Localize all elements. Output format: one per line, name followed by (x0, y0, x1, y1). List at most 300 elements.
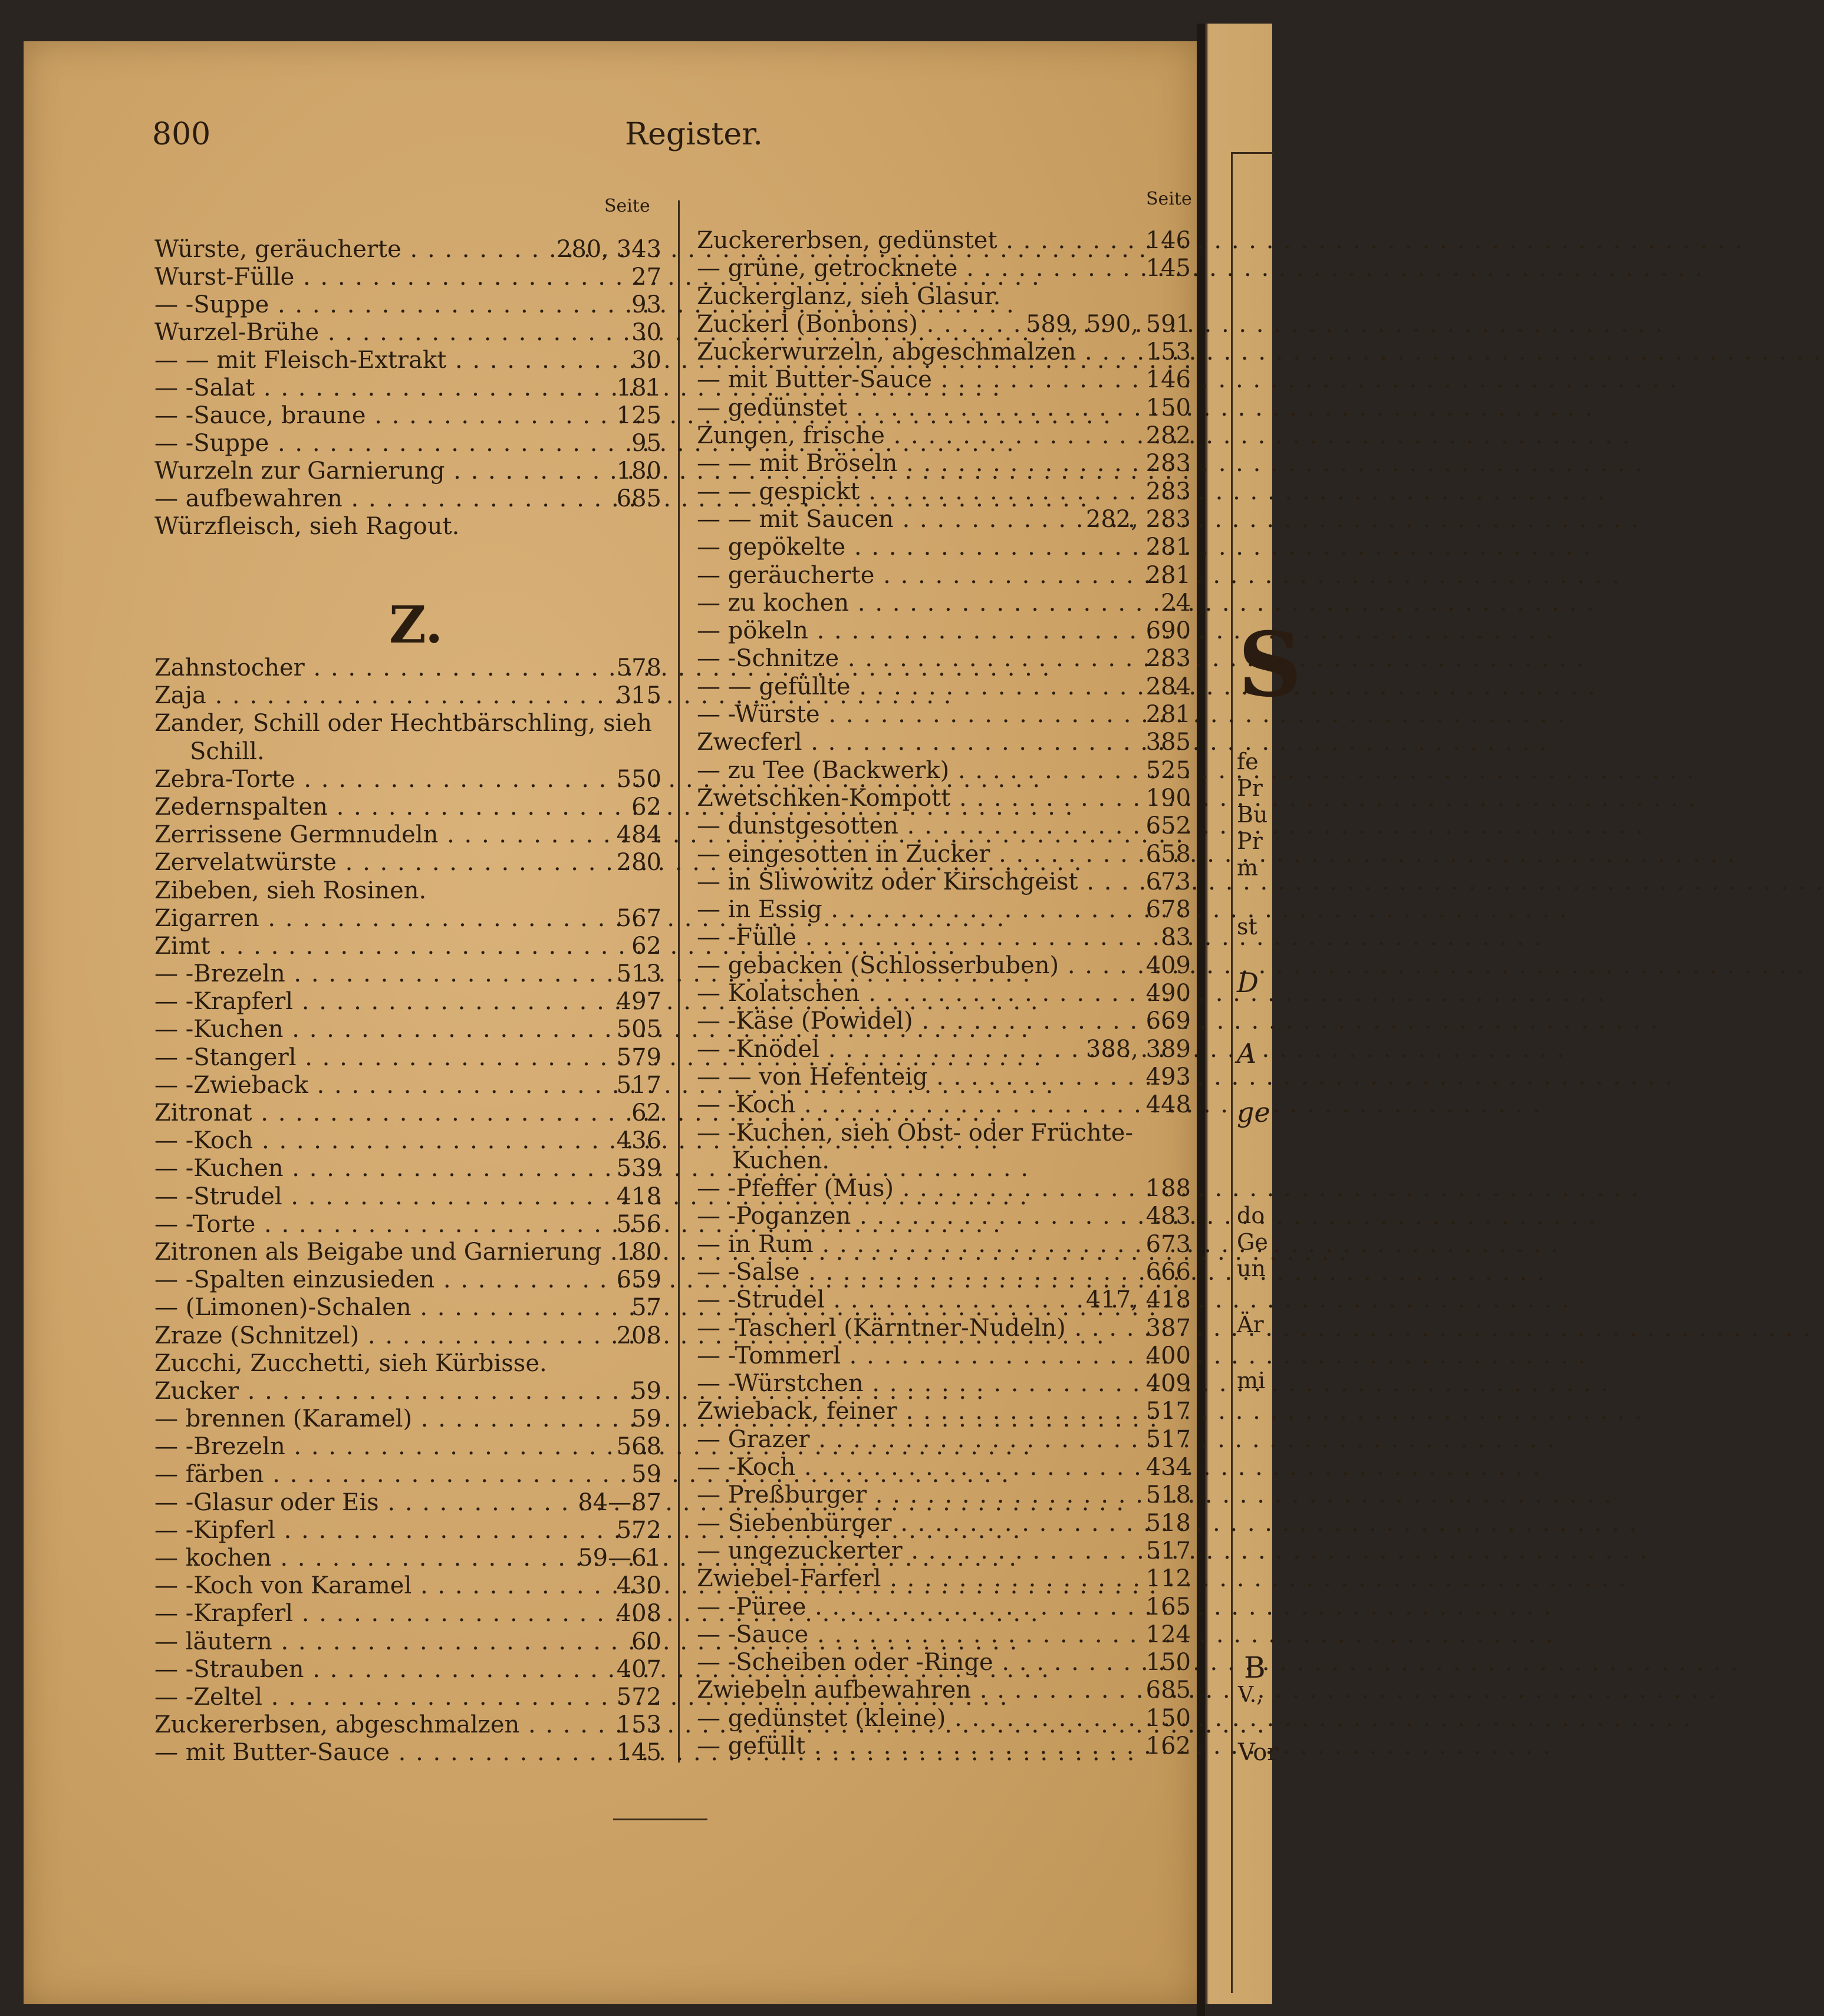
index-entry (154, 766, 661, 793)
entry-term: Zervelatwürste . . . (154, 849, 613, 877)
entry-term: — -Würstchen . . . (697, 1370, 1143, 1398)
index-entry (154, 1739, 661, 1767)
entry-pages: 578 (616, 654, 661, 681)
entry-term: Zitronen als Beigabe und Garnierung . . . (154, 1238, 613, 1266)
entry-term: — -Brezeln . . . (154, 960, 613, 988)
entry-term: — -Brezeln . . . (154, 1433, 613, 1461)
entry-term: — -Koch . . . (697, 1091, 1143, 1119)
entry-pages: 387 (1145, 1314, 1191, 1342)
entry-pages: 280, 343 (556, 236, 661, 263)
adjacent-page-fragment: V., (1238, 1683, 1263, 1707)
entry-pages: 517 (1145, 1398, 1191, 1425)
entry-pages: 153 (1145, 338, 1191, 366)
entry-pages: 430 (616, 1572, 661, 1600)
index-entry (154, 654, 661, 682)
adjacent-page-fragment: B (1244, 1651, 1266, 1685)
entry-term: — -Koch . . . (697, 1454, 1143, 1481)
entry-term: — gebacken (Schlosserbuben) . . . (697, 952, 1143, 980)
index-entry (154, 319, 661, 347)
entry-pages: 572 (616, 1683, 661, 1711)
index-entry (697, 924, 1191, 951)
index-entry (697, 1259, 1191, 1286)
index-entry (154, 1433, 661, 1461)
entry-term: Kuchen. (732, 1147, 830, 1174)
entry-pages: 407 (616, 1655, 661, 1683)
index-entry (154, 1656, 661, 1684)
index-entry (154, 933, 661, 960)
entry-term: Schill. (190, 737, 265, 765)
entry-pages: 284 (1145, 673, 1191, 700)
index-entry (154, 1572, 661, 1600)
entry-term: — -Zeltel . . . (154, 1684, 613, 1711)
adjacent-page-fragment: Vor (1238, 1739, 1279, 1766)
index-entry (154, 1628, 661, 1656)
index-entry (697, 701, 1191, 729)
entry-term: — eingesotten in Zucker . . . (697, 841, 1143, 868)
entry-term: — zu Tee (Backwerk) . . . (697, 757, 1143, 785)
index-entry (697, 1203, 1191, 1230)
entry-term: Würste, geräucherte . . . (154, 236, 548, 263)
entry-term: — in Rum . . . (697, 1231, 1143, 1259)
index-entry (697, 533, 1191, 561)
entry-term: — -Tommerl . . . (697, 1342, 1143, 1370)
adjacent-page-fragment: A (1237, 1037, 1257, 1069)
entry-term: Wurzeln zur Garnierung . . . (154, 457, 613, 485)
entry-term: Zuckerwurzeln, abgeschmalzen . . . (697, 338, 1143, 366)
entry-pages: 93 (631, 291, 661, 318)
index-entry (697, 283, 1191, 311)
entry-term: — -Schnitze . . . (697, 645, 1143, 673)
index-entry (154, 263, 661, 291)
entry-pages: 669 (1145, 1007, 1191, 1035)
entry-pages: 181 (616, 374, 661, 401)
entry-pages: 525 (1145, 756, 1191, 784)
entry-term: — -Poganzen . . . (697, 1203, 1143, 1230)
index-entry (154, 960, 661, 988)
entry-pages: 95 (631, 430, 661, 457)
index-entry (154, 374, 661, 402)
entry-pages: 83 (1161, 924, 1191, 951)
entry-pages: 190 (1145, 784, 1191, 812)
index-entry (697, 673, 1191, 701)
index-entry (697, 1426, 1191, 1454)
entry-term: — -Sauce . . . (697, 1621, 1143, 1649)
entry-pages: 556 (616, 1210, 661, 1238)
index-entry (697, 785, 1191, 812)
entry-term: — -Koch von Karamel . . . (154, 1572, 613, 1600)
entry-term: Wurzel-Brühe . . . (154, 319, 626, 347)
entry-pages: 652 (1145, 812, 1191, 840)
entry-term: — -Pfeffer (Mus) . . . (697, 1175, 1143, 1203)
entry-pages: 124 (1145, 1620, 1191, 1648)
entry-term: Zuckererbsen, abgeschmalzen . . . (154, 1711, 613, 1739)
index-entry (697, 227, 1191, 255)
index-entry (154, 1405, 661, 1433)
entry-pages: 283 (1145, 645, 1191, 673)
entry-pages: 659 (616, 1266, 661, 1294)
entry-term: — -Tascherl (Kärntner-Nudeln) . . . (697, 1315, 1143, 1342)
entry-term: Zibeben, sieh Rosinen. (154, 877, 427, 904)
entry-pages: 572 (616, 1516, 661, 1544)
entry-term: Zuckerl (Bonbons) . . . (697, 311, 1013, 338)
entry-pages: 59—61 (578, 1544, 661, 1572)
entry-term: — färben . . . (154, 1461, 626, 1488)
entry-term: — mit Butter-Sauce . . . (154, 1739, 613, 1767)
page-number: 800 (152, 117, 211, 152)
entry-term: Zwiebeln aufbewahren . . . (697, 1676, 1143, 1704)
index-entry (154, 710, 661, 737)
entry-term: — -Püree . . . (697, 1593, 1143, 1621)
entry-term: Zucchi, Zucchetti, sieh Kürbisse. (154, 1349, 547, 1377)
index-entry (697, 366, 1191, 394)
entry-term: — -Torte . . . (154, 1211, 613, 1238)
entry-pages: 145 (616, 1739, 661, 1767)
entry-term: — Kolatschen . . . (697, 980, 1143, 1007)
entry-pages: 280 (616, 849, 661, 877)
entry-pages: 315 (616, 682, 661, 710)
entry-term: Zerrissene Germnudeln . . . (154, 821, 613, 849)
entry-pages: 418 (616, 1182, 661, 1210)
letter-heading: Z. (389, 595, 443, 655)
entry-term: — -Sauce, braune . . . (154, 402, 613, 430)
entry-term: — in Essig . . . (697, 896, 1143, 924)
entry-term: — -Glasur oder Eis . . . (154, 1489, 587, 1517)
index-entry (154, 291, 661, 319)
entry-term: Zwieback, feiner . . . (697, 1398, 1143, 1425)
index-entry (697, 645, 1191, 673)
column-label-left: Seite (604, 196, 650, 216)
index-entry (697, 952, 1191, 980)
index-entry (697, 757, 1191, 785)
index-entry (697, 1705, 1191, 1732)
entry-pages: 188 (1145, 1175, 1191, 1203)
entry-pages: 517 (1145, 1425, 1191, 1453)
index-entry (697, 1091, 1191, 1119)
entry-term: Zigarren . . . (154, 905, 613, 933)
entry-pages: 685 (616, 485, 661, 512)
entry-term: — gepökelte . . . (697, 533, 1143, 561)
index-entry (154, 1544, 661, 1572)
index-entry (154, 1461, 661, 1488)
index-entry (697, 450, 1191, 477)
entry-pages: 409 (1145, 1370, 1191, 1398)
entry-term: — in Sliwowitz oder Kirschgeist . . . (697, 868, 1143, 896)
index-entry (154, 347, 661, 374)
entry-pages: 579 (616, 1043, 661, 1071)
index-entry (154, 905, 661, 933)
entry-term: — mit Butter-Sauce . . . (697, 366, 1143, 394)
entry-pages: 145 (1145, 255, 1191, 282)
running-head: Register. (625, 117, 763, 152)
entry-term: Zebra-Torte . . . (154, 766, 613, 793)
entry-pages: 685 (1145, 1676, 1191, 1704)
entry-term: — geräucherte . . . (697, 562, 1143, 589)
index-entry (697, 1510, 1191, 1537)
entry-term: Zahnstocher . . . (154, 654, 613, 682)
entry-pages: 550 (616, 765, 661, 793)
index-entry (697, 1676, 1191, 1704)
entry-term: Zimt . . . (154, 933, 626, 960)
entry-term: — -Krapferl . . . (154, 988, 613, 1016)
index-entry (697, 841, 1191, 868)
entry-term: Zraze (Schnitzel) . . . (154, 1322, 613, 1350)
entry-term: — -Scheiben oder -Ringe . . . (697, 1649, 1143, 1676)
index-entry (697, 1565, 1191, 1593)
adjacent-page-fragment: Ge (1237, 1229, 1268, 1255)
adjacent-page-fragment: Pr (1237, 775, 1263, 801)
entry-pages: 282 (1145, 422, 1191, 450)
adjacent-page-fragment: ge (1237, 1096, 1270, 1128)
entry-term: — läutern . . . (154, 1628, 626, 1656)
entry-pages: 60 (631, 1628, 661, 1655)
index-entry (697, 1537, 1191, 1565)
entry-term: — Preßburger . . . (697, 1481, 1143, 1509)
footer-rule (613, 1819, 707, 1820)
index-entry (697, 1119, 1191, 1147)
index-entry (697, 1036, 1191, 1063)
index-entry (697, 1007, 1191, 1035)
index-entry (154, 1016, 661, 1043)
entry-term: Zedernspalten . . . (154, 793, 626, 821)
entry-pages: 448 (1145, 1091, 1191, 1119)
entry-term: — — gespickt . . . (697, 478, 1143, 506)
index-entry (697, 1286, 1191, 1314)
entry-pages: 539 (616, 1155, 661, 1182)
index-entry (697, 562, 1191, 589)
entry-term: Zitronat . . . (154, 1099, 626, 1127)
entry-pages: 59 (631, 1377, 661, 1405)
entry-pages: 150 (1145, 394, 1191, 421)
adjacent-page-fragment: Pr (1237, 828, 1263, 854)
index-entry (697, 311, 1191, 338)
adjacent-page-fragment: Är (1237, 1312, 1264, 1338)
entry-term: — — mit Bröseln . . . (697, 450, 1143, 477)
index-entry (697, 1481, 1191, 1509)
entry-pages: 27 (631, 263, 661, 291)
entry-term: — gedünstet (kleine) . . . (697, 1705, 1143, 1732)
entry-pages: 281 (1145, 561, 1191, 589)
index-entry (154, 1155, 661, 1182)
index-entry (697, 868, 1191, 896)
entry-pages: 517 (1145, 1537, 1191, 1564)
entry-pages: 673 (1145, 1230, 1191, 1258)
index-entry (697, 255, 1191, 282)
index-entry (154, 236, 661, 263)
entry-pages: 385 (1145, 729, 1191, 756)
entry-pages: 568 (616, 1433, 661, 1461)
entry-term: — -Strauben . . . (154, 1656, 613, 1684)
entry-pages: 282, 283 (1085, 505, 1191, 533)
index-entry (154, 1183, 661, 1211)
adjacent-page-fragment: D (1237, 967, 1259, 999)
entry-pages: 150 (1145, 1649, 1191, 1676)
index-entry (154, 457, 661, 485)
index-entry (154, 793, 661, 821)
entry-term: Zaja . . . (154, 682, 613, 710)
index-entry (154, 1489, 661, 1517)
adjacent-page-fragment: S (1238, 613, 1302, 717)
entry-pages: 513 (616, 960, 661, 988)
entry-term: Zuckererbsen, gedünstet . . . (697, 227, 1143, 255)
entry-term: — -Zwieback . . . (154, 1072, 613, 1099)
index-entry (154, 821, 661, 849)
index-entry (154, 1266, 661, 1294)
entry-term: — -Kuchen, sieh Obst- oder Früchte- (697, 1119, 1133, 1147)
entry-pages: 208 (616, 1322, 661, 1349)
entry-pages: 153 (616, 1711, 661, 1739)
entry-term: — — mit Fleisch-Extrakt . . . (154, 347, 626, 374)
index-entry (697, 617, 1191, 645)
entry-pages: 518 (1145, 1481, 1191, 1509)
index-entry (154, 1072, 661, 1099)
index-entry (154, 1684, 661, 1711)
entry-term: — ungezuckerter . . . (697, 1537, 1143, 1565)
entry-pages: 493 (1145, 1063, 1191, 1091)
entry-pages: 567 (616, 904, 661, 932)
index-entry (697, 729, 1191, 756)
index-entry (154, 1099, 661, 1127)
entry-term: — Siebenbürger . . . (697, 1510, 1143, 1537)
entry-term: Würzfleisch, sieh Ragout. (154, 513, 460, 540)
index-entry (697, 1315, 1191, 1342)
entry-pages: 505 (616, 1016, 661, 1043)
index-entry (154, 1517, 661, 1544)
index-entry (154, 738, 661, 766)
entry-term: — -Kuchen . . . (154, 1016, 613, 1043)
entry-term: — -Krapferl . . . (154, 1600, 613, 1628)
index-entry (697, 422, 1191, 450)
entry-term: — -Strudel . . . (154, 1183, 613, 1211)
entry-pages: 283 (1145, 477, 1191, 505)
entry-pages: 408 (616, 1600, 661, 1628)
adjacent-page-fragment: Bu (1237, 802, 1268, 828)
index-entry (154, 1211, 661, 1238)
entry-term: — — mit Saucen . . . (697, 506, 1078, 533)
index-entry (154, 1711, 661, 1739)
column-label-right: Seite (1146, 189, 1192, 209)
entry-pages: 666 (1145, 1258, 1191, 1286)
entry-pages: 62 (631, 1099, 661, 1126)
adjacent-page-fragment: mi (1237, 1368, 1266, 1394)
index-entry (697, 1063, 1191, 1091)
index-entry (154, 1350, 661, 1378)
entry-term: Zuckerglanz, sieh Glasur. (697, 282, 1001, 310)
index-entry (697, 896, 1191, 924)
entry-pages: 125 (616, 402, 661, 429)
index-entry (154, 1127, 661, 1155)
entry-pages: 283 (1145, 450, 1191, 477)
index-entry (697, 1454, 1191, 1481)
entry-pages: 112 (1145, 1565, 1191, 1593)
entry-term: — gedünstet . . . (697, 394, 1143, 422)
entry-term: — -Salse . . . (697, 1259, 1143, 1286)
entry-pages: 62 (631, 793, 661, 821)
entry-pages: 658 (1145, 840, 1191, 868)
index-entry (697, 1147, 1191, 1175)
entry-term: — -Koch . . . (154, 1127, 613, 1155)
index-entry (697, 812, 1191, 840)
entry-term: — -Stangerl . . . (154, 1044, 613, 1072)
entry-term: — kochen . . . (154, 1544, 587, 1572)
entry-term: — brennen (Karamel) . . . (154, 1405, 626, 1433)
adjacent-page-fragment: do (1237, 1203, 1265, 1228)
entry-pages: 180 (616, 457, 661, 485)
index-column-left-top (154, 236, 661, 541)
entry-pages: 434 (1145, 1454, 1191, 1481)
entry-pages: 409 (1145, 951, 1191, 979)
entry-pages: 146 (1145, 366, 1191, 394)
entry-pages: 518 (1145, 1509, 1191, 1537)
index-entry (154, 682, 661, 710)
entry-pages: 436 (616, 1127, 661, 1155)
entry-term: — -Suppe . . . (154, 430, 626, 457)
index-entry (697, 1593, 1191, 1621)
entry-term: — gefüllt . . . (697, 1732, 1143, 1760)
entry-pages: 84—87 (578, 1488, 661, 1516)
entry-term: — -Kipferl . . . (154, 1517, 613, 1544)
index-entry (697, 1621, 1191, 1649)
index-entry (697, 394, 1191, 422)
entry-pages: 400 (1145, 1342, 1191, 1369)
entry-pages: 388, 389 (1085, 1035, 1191, 1063)
entry-term: — -Kuchen . . . (154, 1155, 613, 1182)
index-entry (154, 988, 661, 1016)
index-entry (697, 478, 1191, 506)
entry-pages: 417, 418 (1085, 1286, 1191, 1314)
adjacent-page-fragment: st (1237, 914, 1257, 940)
entry-term: — zu kochen . . . (697, 589, 1155, 617)
entry-term: — -Suppe . . . (154, 291, 626, 319)
entry-pages: 162 (1145, 1732, 1191, 1760)
entry-pages: 30 (631, 347, 661, 374)
entry-term: Zander, Schill oder Hechtbärschling, sieh (154, 710, 652, 737)
entry-pages: 497 (616, 988, 661, 1016)
entry-pages: 62 (631, 932, 661, 960)
index-entry (154, 1322, 661, 1350)
entry-pages: 281 (1145, 701, 1191, 729)
entry-pages: 589, 590, 591 (1026, 310, 1191, 338)
entry-term: — -Strudel . . . (697, 1286, 1078, 1314)
index-entry (697, 506, 1191, 533)
entry-term: Wurst-Fülle . . . (154, 263, 626, 291)
entry-pages: 59 (631, 1461, 661, 1488)
entry-pages: 59 (631, 1405, 661, 1433)
entry-pages: 690 (1145, 617, 1191, 645)
entry-term: — -Knödel . . . (697, 1036, 1078, 1063)
entry-term: Zwiebel-Farferl . . . (697, 1565, 1143, 1593)
index-entry (697, 1398, 1191, 1425)
entry-pages: 24 (1161, 589, 1191, 617)
index-entry (697, 980, 1191, 1007)
entry-pages: 490 (1145, 980, 1191, 1007)
index-entry (154, 513, 661, 541)
entry-term: Zucker . . . (154, 1378, 626, 1405)
index-entry (154, 849, 661, 877)
entry-term: — -Fülle . . . (697, 924, 1155, 951)
entry-pages: 165 (1145, 1593, 1191, 1620)
entry-term: — aufbewahren . . . (154, 485, 613, 513)
entry-pages: 281 (1145, 533, 1191, 561)
entry-pages: 484 (616, 821, 661, 849)
index-entry (154, 1294, 661, 1322)
entry-term: — grüne, getrocknete . . . (697, 255, 1143, 282)
index-entry (697, 1175, 1191, 1203)
index-entry (697, 1231, 1191, 1259)
index-entry (697, 1370, 1191, 1398)
index-entry (154, 485, 661, 513)
entry-pages: 146 (1145, 227, 1191, 254)
index-entry (154, 1378, 661, 1405)
